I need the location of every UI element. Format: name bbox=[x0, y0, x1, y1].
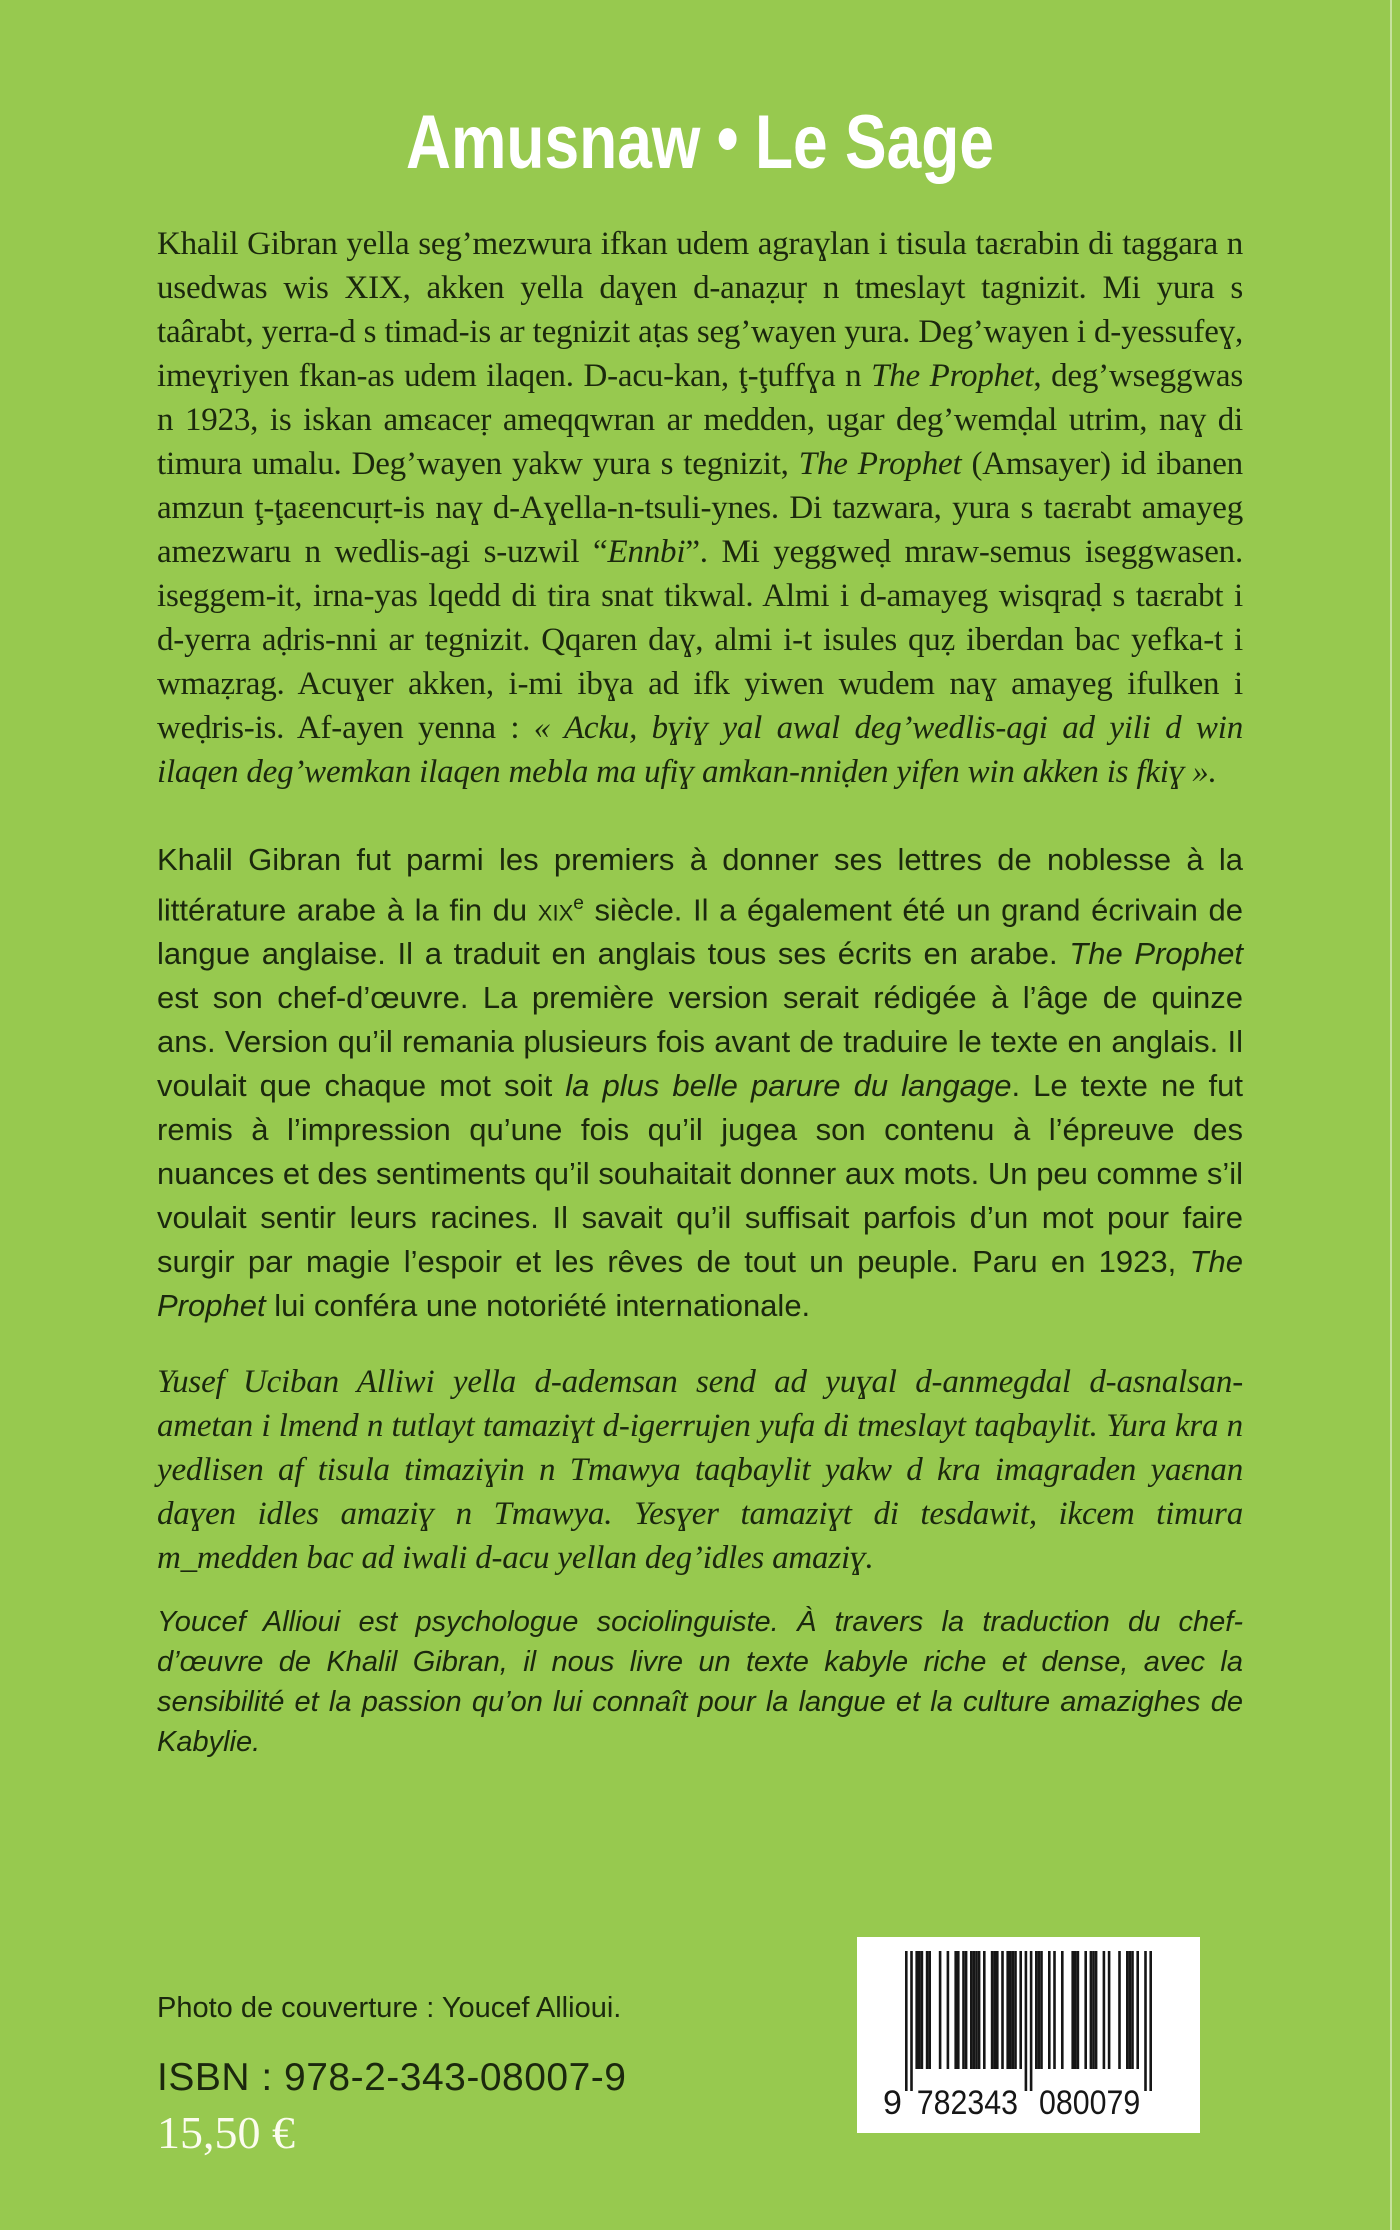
text-segment: (Amsayer) id ibanen amzun ţ-ţaɛencuṛt-is naɣ d-Aɣella-n-tsuli-ynes. Di tazwara, yura s taɛrabt amayeg amezwaru n wedlis-agi s-uzwil “ bbox=[157, 446, 1243, 570]
text-segment: Yusef Uciban Alliwi yella d-ademsan send ad yuɣal d-anmegdal d-asnalsan-ametan i lmend n tutlayt tamaziɣt d-igerrujen yufa di tmeslayt taqbaylit. Yura kra n yedlisen af tisula timaziɣin n Tmawya taqbaylit yakw d kra imagraden yaɛnan daɣen idles amaziɣ n Tmawya. Yesɣer tamaziɣt di tesdawit, ikcem timura m_medden bac ad iwali d-acu yellan deg’idles amaziɣ. bbox=[157, 1364, 1243, 1577]
page-edge-highlight bbox=[1390, 0, 1392, 2230]
text-segment: , deg’wseggwas n 1923, is iskan amɛaceṛ ameqqwran ar medden, ugar deg’wemḍal utrim, naɣ di timura umalu. Deg’wayen yakw yura s tegnizit, bbox=[157, 358, 1243, 482]
paragraph-kabyle-translator bbox=[157, 1360, 1243, 1580]
text-segment: The Prophet bbox=[871, 358, 1034, 394]
text-segment: ”. Mi yeggweḍ mraw-semus iseggwasen. iseggem-it, irna-yas lqedd di tira snat tikwal. Almi i d-amayeg wisqraḍ s taɛrabt i d-yerra aḍris-nni ar tegnizit. Qqaren daɣ, almi i-t isules quẓ iberdan bac yefka-t i wmaẓrag. Acuɣer akken, i-mi ibɣa ad ifk yiwen wudem naɣ amayeg ifulken i weḍris-is. Af-ayen yenna : bbox=[157, 534, 1243, 746]
text-segment: est son chef-d’œuvre. La première version serait rédigée à l’âge de quinze ans. Version qu’il remania plusieurs fois avant de traduire le texte en anglais. Il voulait que chaque mot soit bbox=[157, 980, 1243, 1104]
title-separator-dot: • bbox=[716, 95, 739, 181]
paragraph-french-translator bbox=[157, 1602, 1243, 1762]
paragraph-french-gibran bbox=[157, 838, 1243, 1328]
svg-text:782343: 782343 bbox=[916, 2084, 1018, 2121]
text-segment: The Prophet bbox=[157, 1244, 1243, 1324]
text-segment: The Prophet bbox=[1069, 936, 1243, 972]
text-segment: Youcef Allioui est psychologue sociolinguiste. À travers la traduction du chef-d’œuvre de Khalil Gibran, il nous livre un texte kabyle riche et dense, avec la sensibilité et la passion qu’on lui connaît pour la langue et la culture amazighes de Kabylie. bbox=[157, 1606, 1243, 1759]
isbn-text: ISBN : 978-2-343-08007-9 bbox=[157, 2056, 627, 2099]
svg-text:080079: 080079 bbox=[1039, 2084, 1141, 2121]
title-kabyle: Amusnaw bbox=[406, 99, 701, 185]
text-segment: e bbox=[573, 893, 584, 914]
text-segment: Khalil Gibran fut parmi les premiers à donner ses lettres de noblesse à la littérature arabe à la fin du bbox=[157, 842, 1243, 928]
paragraph-kabyle-gibran bbox=[157, 222, 1243, 794]
text-segment: « Acku, bɣiɣ yal awal deg’wedlis-agi ad yili d win ilaqen deg’wemkan ilaqen mebla ma ufiɣ amkan-nniḍen yifen win akken is fkiɣ ». bbox=[157, 710, 1244, 790]
title-french: Le Sage bbox=[754, 99, 994, 185]
svg-text:9: 9 bbox=[883, 2084, 902, 2121]
text-segment: The Prophet bbox=[798, 446, 962, 482]
ean13-barcode bbox=[857, 1937, 1200, 2133]
photo-credit: Photo de couverture : Youcef Allioui. bbox=[157, 1992, 622, 2024]
text-segment: xix bbox=[537, 892, 574, 928]
text-segment: siècle. Il a également été un grand écrivain de langue anglaise. Il a traduit en anglais tous ses écrits en arabe. bbox=[157, 892, 1243, 972]
text-segment: Khalil Gibran yella seg’mezwura ifkan udem agraɣlan i tisula taɛrabin di taggara n usedwas wis XIX, akken yella daɣen d-anaẓuṛ n tmeslayt tagnizit. Mi yura s taârabt, yerra-d s timad-is ar tegnizit aṭas seg’wayen yura. Deg’wayen i d-yessufeɣ, imeɣriyen fkan-as udem ilaqen. D-acu-kan, ţ-ţuffɣa n bbox=[157, 226, 1243, 394]
price-text: 15,50 € bbox=[157, 2107, 295, 2158]
text-segment: lui conféra une notoriété internationale. bbox=[265, 1288, 811, 1324]
barcode-bars bbox=[883, 1951, 1173, 2121]
back-cover-text bbox=[157, 0, 1243, 1762]
text-segment: . Le texte ne fut remis à l’impression qu’une fois qu’il jugea son contenu à l’épreuve des nuances et des sentiments qu’il souhaitait donner aux mots. Un peu comme s’il voulait sentir leurs racines. Il savait qu’il suffisait parfois d’un mot pour faire surgir par magie l’espoir et les rêves de tout un peuple. Paru en 1923, bbox=[157, 1068, 1243, 1280]
text-segment: la plus belle parure du langage bbox=[565, 1068, 1012, 1104]
text-segment: Ennbi bbox=[607, 534, 686, 570]
